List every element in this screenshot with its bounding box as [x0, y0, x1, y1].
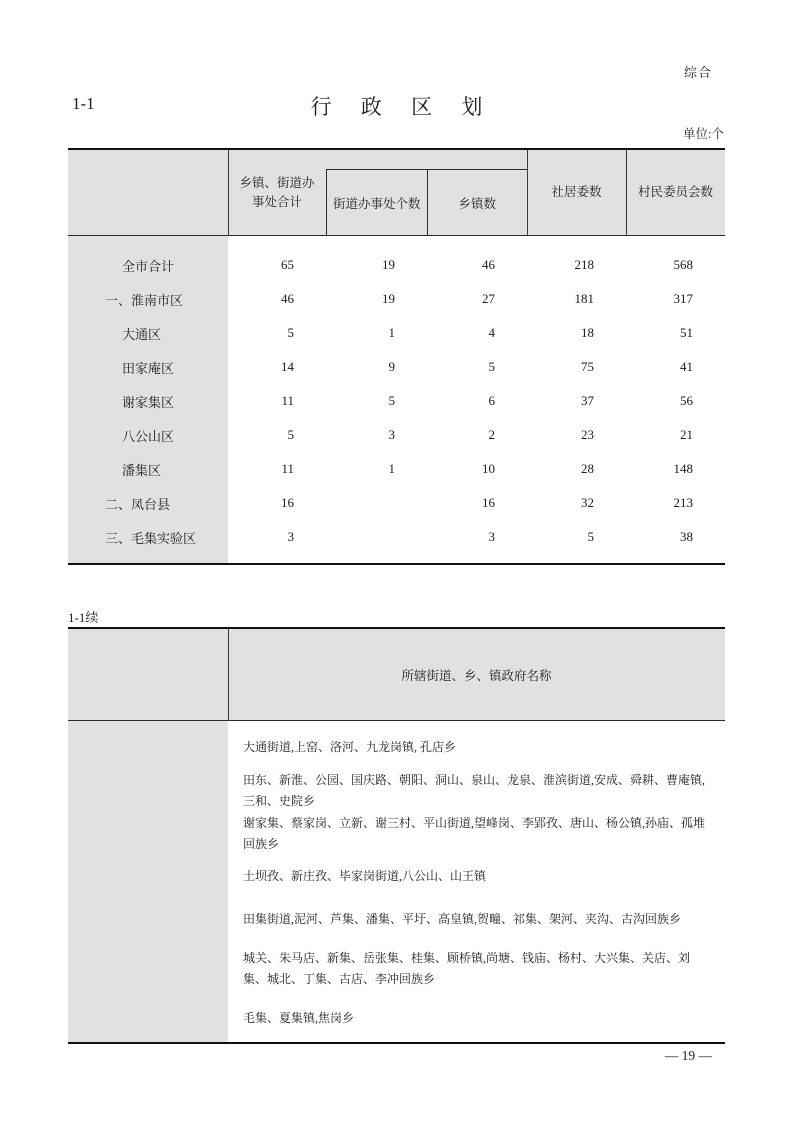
- row-label: 三、毛集实验区: [105, 530, 197, 546]
- cell-value: 75: [581, 359, 594, 374]
- col-header-total: 乡镇、街道办事处合计: [239, 175, 315, 209]
- col-header-street-offices: 街道办事处个数: [327, 170, 428, 235]
- cell-value: 148: [673, 461, 693, 476]
- table-row: [68, 418, 725, 452]
- cell-value: 18: [581, 325, 594, 340]
- cell-value: 213: [673, 495, 693, 510]
- col-header-jurisdiction-names: 所辖街道、乡、镇政府名称: [401, 668, 552, 683]
- col-header-townships: 乡镇数: [458, 196, 496, 211]
- cell-value: 19: [382, 257, 395, 272]
- cell-value: 5: [488, 359, 495, 374]
- cell-value: 181: [574, 291, 594, 306]
- jurisdiction-names: 谢家集、蔡家岗、立新、谢三村、平山街道,望峰岗、李郢孜、唐山、杨公镇,孙庙、孤堆回族乡: [243, 815, 706, 851]
- cell-value: 27: [482, 291, 495, 306]
- cell-value: 5: [287, 427, 294, 442]
- cell-value: 3: [287, 529, 294, 544]
- admin-division-table: [68, 148, 725, 565]
- cell-value: 14: [281, 359, 294, 374]
- jurisdiction-names: 田东、新淮、公园、国庆路、朝阳、洞山、泉山、龙泉、淮滨街道,安成、舜耕、曹庵镇,三和、史院乡: [243, 772, 706, 808]
- table2-body: [68, 721, 725, 1042]
- cell-value: 38: [680, 529, 693, 544]
- cell-value: 41: [680, 359, 693, 374]
- col-header-village-committees: 村民委员会数: [637, 185, 713, 199]
- cell-value: 6: [488, 393, 495, 408]
- cell-value: 4: [488, 325, 495, 340]
- cell-value: 10: [482, 461, 495, 476]
- cell-value: 1: [388, 461, 395, 476]
- table-row: [68, 486, 725, 520]
- subheader-box: [326, 169, 527, 235]
- cell-value: 5: [388, 393, 395, 408]
- cell-value: 3: [488, 529, 495, 544]
- cell-value: 16: [482, 495, 495, 510]
- jurisdiction-names: 田集街道,泥河、芦集、潘集、平圩、高皇镇,贺疃、祁集、架河、夹沟、古沟回族乡: [243, 912, 682, 926]
- cell-value: 11: [281, 393, 294, 408]
- cell-value: 11: [281, 461, 294, 476]
- table-row: [68, 350, 725, 384]
- table2-header: [68, 629, 725, 721]
- cell-value: 32: [581, 495, 594, 510]
- jurisdiction-names: 大通街道,上窑、洛河、九龙岗镇, 孔店乡: [243, 740, 457, 754]
- row-label: 一、淮南市区: [105, 292, 184, 308]
- cell-value: 37: [581, 393, 594, 408]
- cell-value: 46: [482, 257, 495, 272]
- table-row: [68, 452, 725, 486]
- jurisdiction-table: [68, 627, 725, 1044]
- cell-value: 21: [680, 427, 693, 442]
- row-label: 二、凤台县: [105, 496, 171, 512]
- cell-value: 65: [281, 257, 294, 272]
- chapter-tag: 综合: [683, 65, 712, 80]
- cell-value: 56: [680, 393, 693, 408]
- page-number: — 19 —: [664, 1048, 712, 1063]
- cell-value: 317: [673, 291, 693, 306]
- cell-value: 19: [382, 291, 395, 306]
- page-title: 行 政 区 划: [310, 95, 495, 119]
- cell-value: 5: [287, 325, 294, 340]
- cell-value: 2: [488, 427, 495, 442]
- cell-value: 218: [574, 257, 594, 272]
- table-continued-label: 1-1续: [68, 610, 99, 625]
- cell-value: 16: [281, 495, 294, 510]
- table-row: [68, 282, 725, 316]
- table1-body: [68, 236, 725, 563]
- table1-rows: [68, 236, 725, 563]
- row-label: 八公山区: [122, 428, 175, 444]
- jurisdiction-names: 毛集、夏集镇,焦岗乡: [243, 1011, 355, 1025]
- row-label: 潘集区: [122, 462, 162, 478]
- table1-header: [68, 150, 725, 236]
- cell-value: 5: [587, 529, 594, 544]
- row-label: 大通区: [122, 326, 162, 342]
- jurisdiction-names: 土坝孜、新庄孜、毕家岗街道,八公山、山王镇: [243, 869, 487, 883]
- col-header-community-committees: 社居委数: [551, 185, 602, 199]
- unit-label: 单位:个: [683, 127, 724, 141]
- cell-value: 1: [388, 325, 395, 340]
- row-label: 田家庵区: [122, 360, 175, 376]
- cell-value: 46: [281, 291, 294, 306]
- table-row: [68, 316, 725, 350]
- table-number: 1-1: [72, 94, 95, 113]
- cell-value: 28: [581, 461, 594, 476]
- row-label: 全市合计: [122, 258, 175, 274]
- table-row: [68, 520, 725, 554]
- table-row: [68, 248, 725, 282]
- cell-value: 9: [388, 359, 395, 374]
- cell-value: 3: [388, 427, 395, 442]
- cell-value: 51: [680, 325, 693, 340]
- jurisdiction-names: 城关、朱马店、新集、岳张集、桂集、顾桥镇,尚塘、钱庙、杨村、大兴集、关店、刘集、城北、丁集、古店、李冲回族乡: [243, 951, 691, 986]
- table-row: [68, 384, 725, 418]
- cell-value: 568: [673, 257, 693, 272]
- stub-column-shading: [68, 721, 228, 1042]
- cell-value: 23: [581, 427, 594, 442]
- row-label: 谢家集区: [122, 394, 175, 410]
